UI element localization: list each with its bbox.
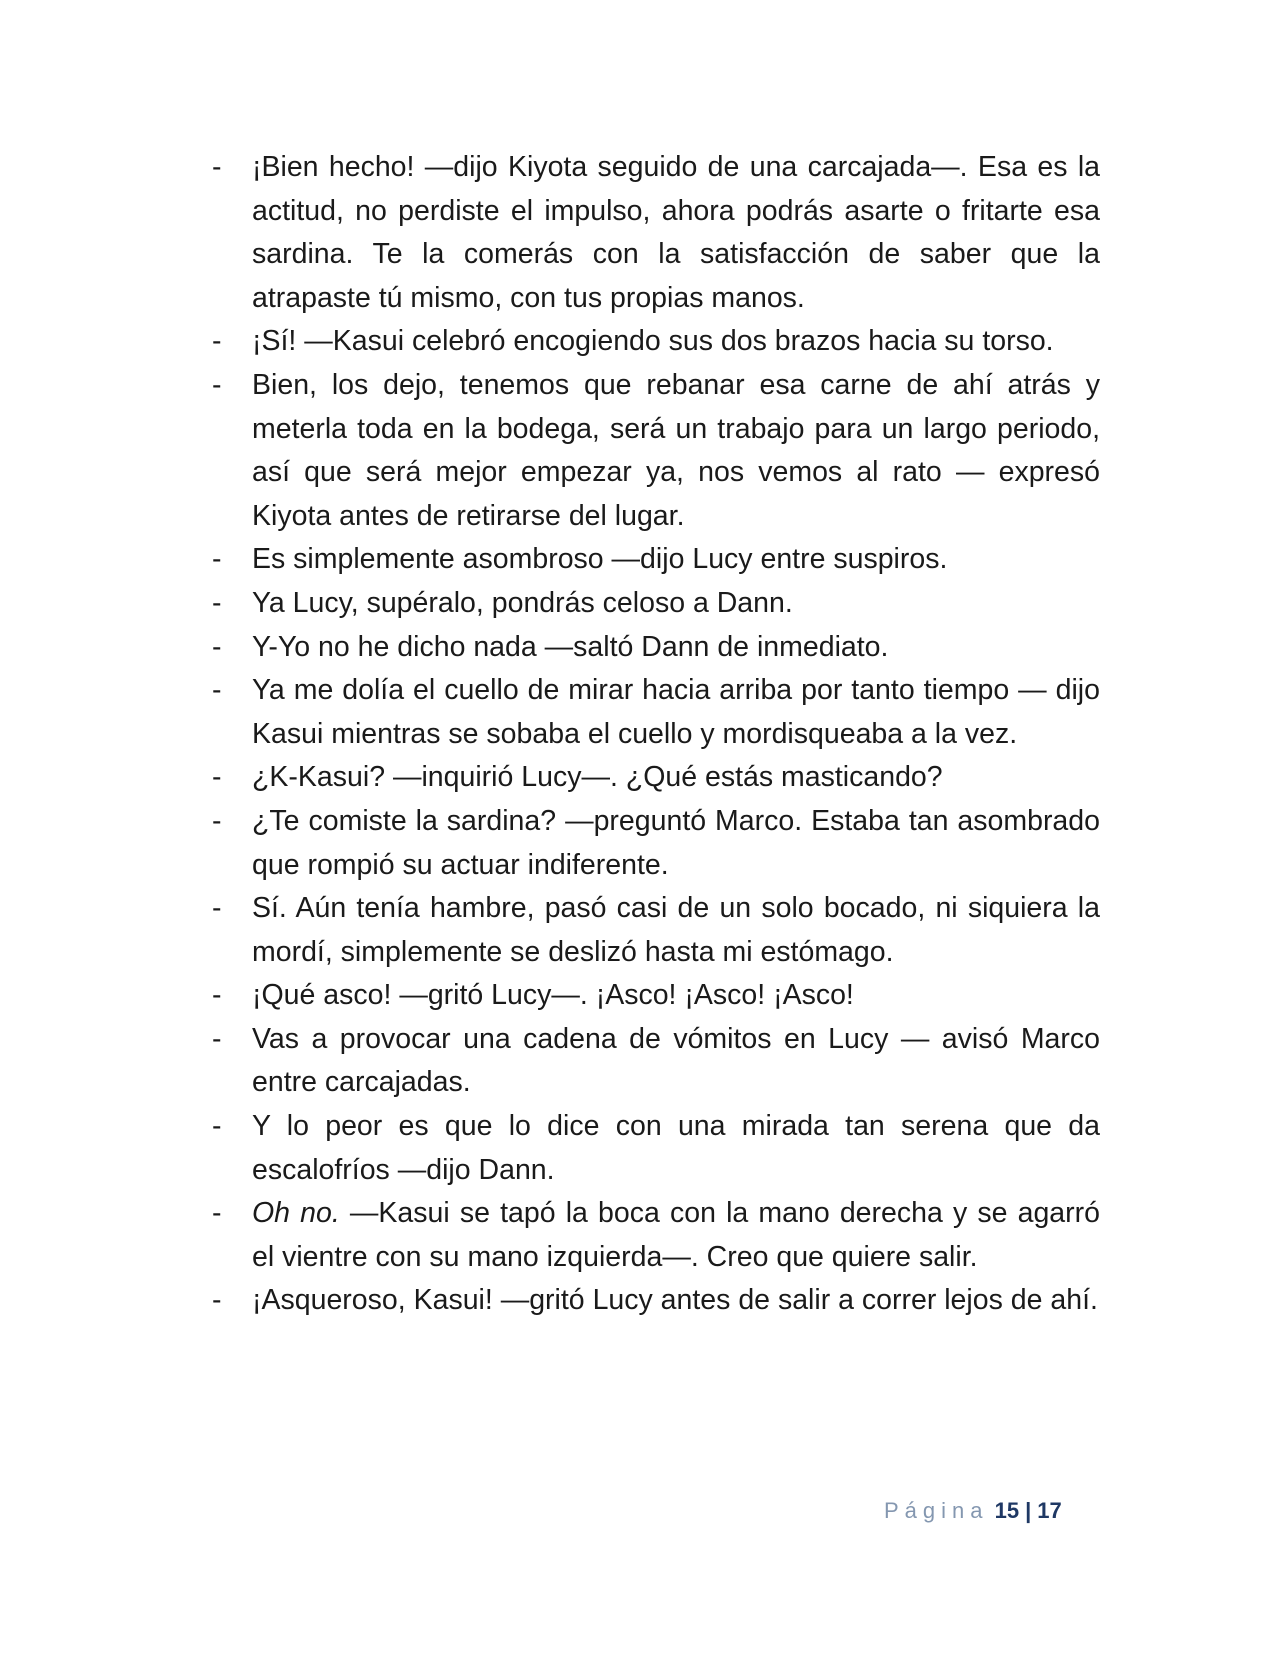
- dialogue-line: [212, 538, 1100, 582]
- dialogue-dash: -: [212, 630, 222, 663]
- dialogue-line: [212, 887, 1100, 974]
- dialogue-text: ¡Asqueroso, Kasui! —gritó Lucy antes de salir a correr lejos de ahí.: [252, 1284, 1098, 1317]
- dialogue-dash: -: [212, 804, 222, 837]
- dialogue-line: [212, 800, 1100, 887]
- dialogue-line: [212, 756, 1100, 800]
- dialogue-text: ¡Qué asco! —gritó Lucy—. ¡Asco! ¡Asco! ¡Asco!: [252, 979, 854, 1012]
- dialogue-text: Es simplemente asombroso —dijo Lucy entre suspiros.: [252, 543, 948, 576]
- dialogue-dash: -: [212, 674, 222, 707]
- dialogue-line: [212, 1018, 1100, 1105]
- dialogue-line: [212, 582, 1100, 626]
- dialogue-dash: -: [212, 979, 222, 1012]
- dialogue-line: [212, 364, 1100, 538]
- dialogue-line: [212, 626, 1100, 670]
- current-page-number: 15: [994, 1498, 1020, 1523]
- dialogue-text: Ya me dolía el cuello de mirar hacia arriba por tanto tiempo — dijo Kasui mientras se sobaba el cuello y mordisqueaba a la vez.: [252, 674, 1100, 750]
- dialogue-dash: -: [212, 892, 222, 925]
- dialogue-text: ¿K-Kasui? —inquirió Lucy—. ¿Qué estás masticando?: [252, 761, 943, 794]
- dialogue-dash: -: [212, 1197, 222, 1230]
- dialogue-text: Sí. Aún tenía hambre, pasó casi de un solo bocado, ni siquiera la mordí, simplemente se deslizó hasta mi estómago.: [252, 892, 1100, 968]
- dialogue-line: [212, 146, 1100, 320]
- dialogue-text: ¡Bien hecho! —dijo Kiyota seguido de una carcajada—. Esa es la actitud, no perdiste el impulso, ahora podrás asarte o fritarte esa sardina. Te la comerás con la satisfacción de saber que la atrapaste tú mismo, con tus propias manos.: [252, 151, 1100, 314]
- dialogue-dash: -: [212, 543, 222, 576]
- page-footer: [884, 1496, 1062, 1526]
- dialogue-line: [212, 1192, 1100, 1279]
- dialogue-italic-lead: Oh no.: [252, 1197, 340, 1230]
- dialogue-dash: -: [212, 1110, 222, 1143]
- dialogue-text: ¡Sí! —Kasui celebró encogiendo sus dos brazos hacia su torso.: [252, 325, 1054, 358]
- dialogue-line: [212, 320, 1100, 364]
- dialogue-line: [212, 974, 1100, 1018]
- dialogue-line: [212, 1105, 1100, 1192]
- dialogue-text: Y-Yo no he dicho nada —saltó Dann de inmediato.: [252, 630, 889, 663]
- dialogue-text: Y lo peor es que lo dice con una mirada tan serena que da escalofríos —dijo Dann.: [252, 1110, 1100, 1186]
- dialogue-dash: -: [212, 1022, 222, 1055]
- dialogue-text: Ya Lucy, supéralo, pondrás celoso a Dann.: [252, 586, 793, 619]
- dialogue-dash: -: [212, 1284, 222, 1317]
- dialogue-dash: -: [212, 761, 222, 794]
- dialogue-dash: -: [212, 325, 222, 358]
- dialogue-text: —Kasui se tapó la boca con la mano derecha y se agarró el vientre con su mano izquierda—. Creo que quiere salir.: [252, 1197, 1100, 1273]
- dialogue-text: Bien, los dejo, tenemos que rebanar esa carne de ahí atrás y meterla toda en la bodega, será un trabajo para un largo periodo, así que será mejor empezar ya, nos vemos al rato — expresó Kiyota antes de retirarse del lugar.: [252, 368, 1100, 532]
- page-label: Página: [884, 1498, 989, 1523]
- page-separator: |: [1025, 1498, 1032, 1523]
- dialogue-dash: -: [212, 586, 222, 619]
- total-pages-number: 17: [1037, 1498, 1062, 1523]
- dialogue-dash: -: [212, 368, 222, 401]
- dialogue-text: ¿Te comiste la sardina? —preguntó Marco. Estaba tan asombrado que rompió su actuar indiferente.: [252, 804, 1100, 881]
- dialogue-line: [212, 669, 1100, 756]
- dialogue-line: [212, 1279, 1100, 1323]
- dialogue-text: Vas a provocar una cadena de vómitos en Lucy — avisó Marco entre carcajadas.: [252, 1022, 1100, 1099]
- dialogue-dash: -: [212, 151, 222, 183]
- dialogue-list: [212, 146, 1100, 1323]
